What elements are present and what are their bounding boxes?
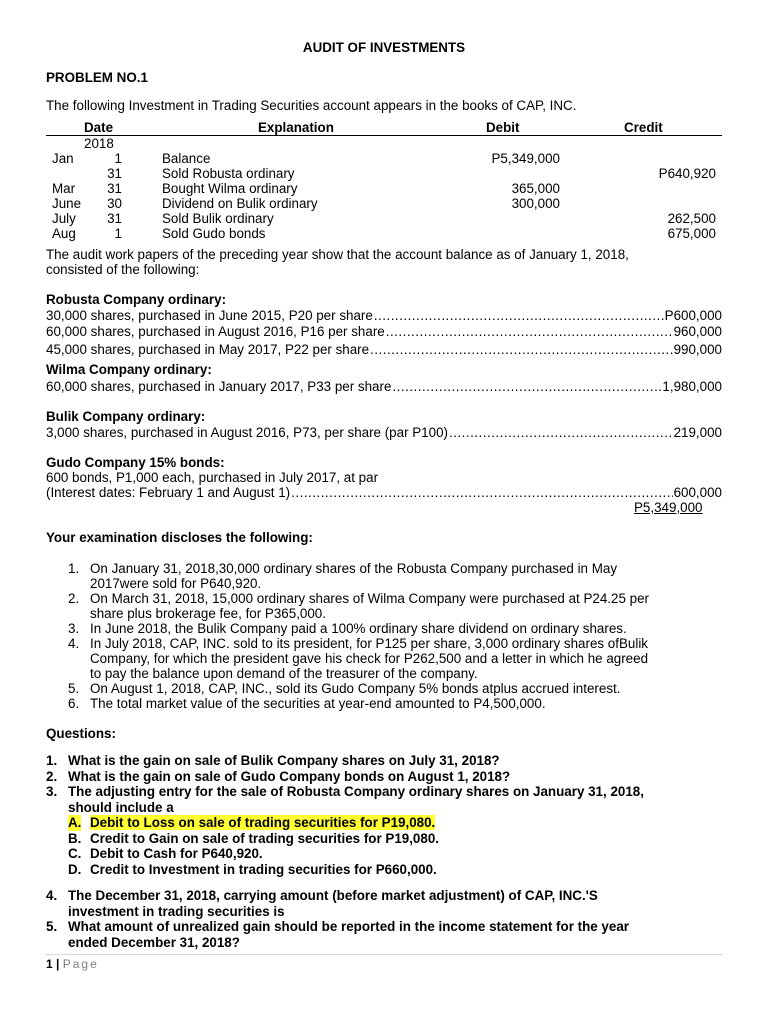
intro-text: The following Investment in Trading Securities account appears in the books of CAP, INC. — [46, 98, 577, 113]
ledger-credit: 675,000 — [667, 226, 716, 241]
ledger-month: Jan — [52, 151, 74, 166]
ledger-month: Mar — [52, 181, 76, 196]
choice-b — [68, 831, 708, 847]
questions-heading: Questions: — [46, 726, 116, 741]
choice-letter: A. — [68, 815, 82, 830]
robusta-heading: Robusta Company ordinary: — [46, 292, 227, 307]
wilma-line — [46, 379, 722, 394]
choice-text-highlighted: Debit to Loss on sale of trading securities for P19,080. — [90, 815, 436, 830]
list-item — [68, 636, 748, 681]
question-line: should include a — [68, 799, 174, 815]
choice-a — [68, 815, 708, 831]
item-line: On August 1, 2018, CAP, INC., sold its Gudo Company 5% bonds atplus accrued interest. — [90, 681, 621, 696]
item-number: 4. — [68, 636, 80, 651]
item-line: In July 2018, CAP, INC. sold to its president, for P125 per share, 3,000 ordinary shares ofBulik — [90, 636, 648, 651]
question-line: What is the gain on sale of Gudo Company bonds on August 1, 2018? — [68, 768, 511, 784]
item-number: 1. — [68, 561, 80, 576]
dot-leader — [392, 379, 661, 394]
ledger-header-rule — [46, 135, 722, 136]
holding-amount: 960,000 — [673, 324, 722, 339]
question-item — [46, 769, 726, 785]
ledger-credit: P640,920 — [658, 166, 716, 181]
holding-description: 60,000 shares, purchased in August 2016, P16 per share — [46, 324, 385, 339]
ledger-explanation: Sold Bulik ordinary — [162, 211, 274, 226]
question-item — [46, 753, 726, 769]
ledger-day: 1 — [114, 226, 122, 241]
holding-amount: 600,000 — [673, 485, 722, 500]
question-number: 1. — [46, 753, 58, 768]
page-label: Page — [62, 957, 99, 971]
list-item — [68, 561, 748, 591]
list-item — [68, 696, 748, 711]
ledger-credit: 262,500 — [667, 211, 716, 226]
total-balance: P5,349,000 — [634, 500, 703, 515]
gudo-heading: Gudo Company 15% bonds: — [46, 455, 225, 470]
holding-amount: 219,000 — [673, 425, 722, 440]
dot-leader — [291, 485, 672, 500]
ledger-header-date: Date — [84, 120, 114, 135]
dot-leader — [449, 425, 673, 440]
list-item — [68, 681, 748, 696]
page-separator: | — [56, 957, 60, 971]
item-line: On March 31, 2018, 15,000 ordinary shares of Wilma Company were purchased at P24.25 per — [90, 591, 649, 606]
holding-description: 30,000 shares, purchased in June 2015, P20 per share — [46, 308, 373, 323]
choice-letter: C. — [68, 846, 82, 861]
choice-text: Credit to Investment in trading securities for P660,000. — [90, 861, 437, 877]
ledger-header-debit: Debit — [486, 120, 520, 135]
item-line: share plus brokerage fee, for P365,000. — [90, 606, 326, 621]
question-line: The adjusting entry for the sale of Robusta Company ordinary shares on January 31, 2018, — [68, 784, 644, 799]
ledger-explanation: Dividend on Bulik ordinary — [162, 196, 318, 211]
holding-amount: P600,000 — [664, 308, 722, 323]
list-item — [68, 621, 748, 636]
document-title: AUDIT OF INVESTMENTS — [302, 40, 466, 55]
prior-year-line-1: The audit work papers of the preceding year show that the account balance as of January 1, 2018, — [46, 247, 629, 262]
ledger-debit: P5,349,000 — [491, 151, 560, 166]
ledger-day: 31 — [107, 166, 122, 181]
choice-d — [68, 862, 708, 878]
bulik-line — [46, 425, 722, 440]
prior-year-line-2: consisted of the following: — [46, 262, 200, 277]
ledger-header-credit: Credit — [624, 120, 663, 135]
findings-list — [46, 561, 726, 711]
holding-description: 60,000 shares, purchased in January 2017, P33 per share — [46, 379, 392, 394]
gudo-line-2 — [46, 485, 722, 500]
choice-text: Debit to Cash for P640,920. — [90, 846, 263, 861]
wilma-heading: Wilma Company ordinary: — [46, 362, 212, 377]
ledger-explanation: Bought Wilma ordinary — [162, 181, 298, 196]
dot-leader — [374, 308, 664, 323]
ledger-day: 30 — [107, 196, 122, 211]
examination-heading: Your examination discloses the following: — [46, 530, 313, 545]
ledger-explanation: Balance — [162, 151, 211, 166]
ledger-explanation: Sold Gudo bonds — [162, 226, 266, 241]
question-number: 4. — [46, 888, 58, 903]
question-item — [46, 784, 726, 815]
questions-list — [46, 753, 726, 815]
ledger-debit: 300,000 — [511, 196, 560, 211]
ledger-month: July — [52, 211, 76, 226]
page-number: 1 — [46, 957, 53, 971]
item-number: 3. — [68, 621, 80, 636]
item-line: to pay the balance upon demand of the treasurer of the company. — [90, 666, 478, 681]
item-number: 5. — [68, 681, 80, 696]
dot-leader — [370, 342, 673, 357]
choices-list — [68, 815, 708, 877]
ledger-explanation: Sold Robusta ordinary — [162, 166, 295, 181]
ledger-debit: 365,000 — [511, 181, 560, 196]
holding-description: (Interest dates: February 1 and August 1) — [46, 485, 291, 500]
robusta-line — [46, 308, 722, 323]
item-number: 6. — [68, 696, 80, 711]
item-line: In June 2018, the Bulik Company paid a 100% ordinary share dividend on ordinary shares. — [90, 621, 627, 636]
robusta-line — [46, 342, 722, 357]
choice-letter: D. — [68, 861, 82, 877]
ledger-month: June — [52, 196, 82, 211]
holding-description: 3,000 shares, purchased in August 2016, P73, per share (par P100) — [46, 425, 448, 440]
gudo-line-1: 600 bonds, P1,000 each, purchased in July 2017, at par — [46, 470, 379, 485]
questions-list-2 — [46, 888, 726, 950]
bulik-heading: Bulik Company ordinary: — [46, 409, 206, 424]
question-line: What is the gain on sale of Bulik Company shares on July 31, 2018? — [68, 753, 500, 768]
question-number: 2. — [46, 768, 58, 784]
ledger-day: 31 — [107, 211, 122, 226]
item-number: 2. — [68, 591, 80, 606]
item-line: 2017were sold for P640,920. — [90, 576, 262, 591]
ledger-header-explanation: Explanation — [258, 120, 334, 135]
list-item — [68, 591, 748, 621]
question-line: investment in trading securities is — [68, 903, 285, 919]
ledger-year: 2018 — [84, 136, 114, 151]
page-footer — [46, 957, 99, 971]
question-item — [46, 919, 726, 950]
ledger-month: Aug — [52, 226, 76, 241]
question-number: 5. — [46, 919, 58, 934]
robusta-line — [46, 324, 722, 339]
question-line: The December 31, 2018, carrying amount (before market adjustment) of CAP, INC.'S — [68, 888, 598, 903]
holding-description: 45,000 shares, purchased in May 2017, P22 per share — [46, 342, 370, 357]
item-line: The total market value of the securities at year-end amounted to P4,500,000. — [90, 696, 546, 711]
choice-c — [68, 846, 708, 862]
item-line: On January 31, 2018,30,000 ordinary shares of the Robusta Company purchased in May — [90, 561, 618, 576]
holding-amount: 1,980,000 — [662, 379, 722, 394]
question-item — [46, 888, 726, 919]
question-line: ended December 31, 2018? — [68, 934, 240, 950]
footer-divider — [46, 954, 722, 955]
dot-leader — [386, 324, 673, 339]
item-line: Company, for which the president gave his check for P262,500 and a letter in which he agreed — [90, 651, 649, 666]
problem-heading: PROBLEM NO.1 — [46, 70, 148, 85]
ledger-day: 1 — [114, 151, 122, 166]
choice-letter: B. — [68, 830, 82, 846]
choice-text: Credit to Gain on sale of trading securities for P19,080. — [90, 830, 439, 846]
holding-amount: 990,000 — [673, 342, 722, 357]
question-number: 3. — [46, 784, 58, 799]
ledger-day: 31 — [107, 181, 122, 196]
question-line: What amount of unrealized gain should be reported in the income statement for the year — [68, 919, 629, 934]
